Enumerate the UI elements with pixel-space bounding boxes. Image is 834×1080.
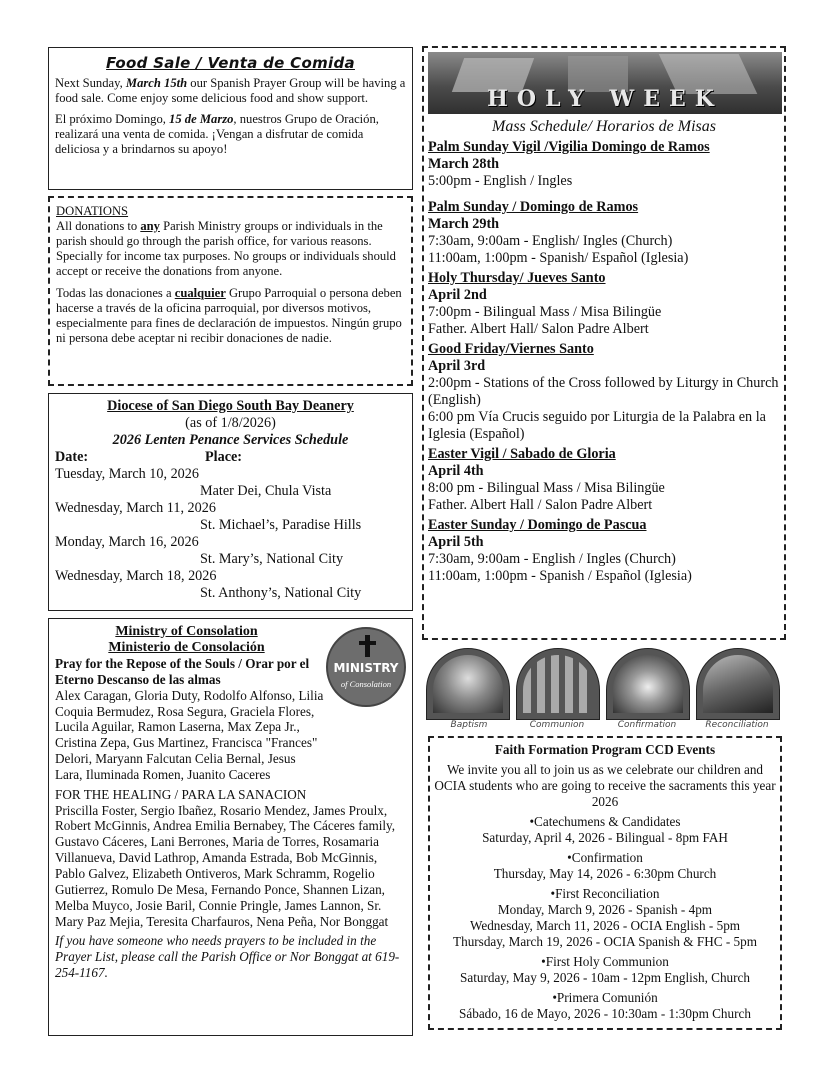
donations-title: DONATIONS [56,204,129,218]
section-date: April 3rd [428,358,486,374]
section-line: 11:00am, 1:00pm - Spanish / Español (Iglesia) [428,568,692,584]
faith-event [434,954,776,986]
text: Todas las donaciones a [56,285,175,300]
reconciliation-icon [696,648,780,720]
caption-communion: Communion [529,720,585,730]
date: 15 de Marzo [169,112,234,127]
section-line: 5:00pm - English / Ingles [428,173,573,189]
entry-place: St. Mary’s, National City [200,551,344,568]
entry-place: St. Michael’s, Paradise Hills [200,517,362,534]
donations-english [56,219,405,279]
text: Parish Ministry groups or individuals in the parish should go through the parish office, for various reasons. Specially for income tax purposes. No groups or individuals should accept or receive the donations from anyone. [56,219,396,279]
event-line: Wednesday, March 11, 2026 - OCIA English - 5pm [469,917,741,933]
cross-icon [365,635,370,657]
deanery-header-row [55,449,406,466]
event-line: Sábado, 16 de Mayo, 2026 - 10:30am - 1:30pm Church [459,1005,751,1021]
mass-section [428,270,780,338]
text: All donations to [56,219,141,234]
caption-reconciliation: Reconciliation [705,720,769,730]
section-date: April 4th [428,463,484,479]
healing-heading: FOR THE HEALING / PARA LA SANACION [55,786,307,802]
holy-week-box [422,46,786,640]
food-sale-spanish [55,112,406,157]
mass-section [428,517,780,585]
section-line: 8:00 pm - Bilingual Mass / Misa Bilingüe [428,480,665,496]
communion-icon [516,648,600,720]
caption-baptism: Baptism [450,720,488,730]
section-line: 7:30am, 9:00am - English/ Ingles (Church) [428,233,673,249]
section-title: Holy Thursday/ Jueves Santo [428,270,606,286]
text: Next Sunday, [55,76,126,90]
event-name: •Primera Comunión [552,989,658,1005]
mass-section [428,139,780,190]
entry-date: Wednesday, March 11, 2026 [55,500,216,517]
banner-title: HOLY WEEK [487,86,723,112]
section-date: March 28th [428,156,500,172]
section-line: 7:00pm - Bilingual Mass / Misa Bilingüe [428,304,662,320]
deanery-title: Diocese of San Diego South Bay Deanery [107,398,354,414]
section-line: 2:00pm - Stations of the Cross followed by Liturgy in Church (English) [428,375,779,408]
mass-section [428,199,780,267]
faith-event [434,990,776,1022]
repose-names: Alex Caragan, Gloria Duty, Rodolfo Alfonso, Lilia Coquia Bermudez, Rosa Segura, Graciela Flores, Lucila Aguilar, Ramon Laserna, Max Zepa Jr., Cristina Zepa, Gus Martinez, Francisca "Frances" Delori, Maryann Falcutan Celia Bernal, Jesus Lara, Iluminada Romen, Juanito Caceres [55,687,324,782]
emphasis: cualquier [174,285,226,300]
event-name: •First Holy Communion [541,953,669,969]
faith-event [434,886,776,950]
faith-title: Faith Formation Program CCD Events [494,742,716,757]
faith-formation-box [428,736,782,1030]
text: Grupo Parroquial o persona deben hacerse a través de la oficina parroquial, por diversos motivos, especialmente para fines de declaración de impuestos. Ningún grupo ni persona debe aceptar ni recibir donaciones de nadie. [56,285,402,345]
event-line: Thursday, March 19, 2026 - OCIA Spanish & FHC - 5pm [453,933,757,949]
schedule-title: Mass Schedule/ Horarios de Misas [492,118,716,135]
deanery-entry [55,534,406,568]
section-line: 6:00 pm Vía Crucis seguido por Liturgia de la Palabra en la Iglesia (Español) [428,409,766,442]
logo-text: MINISTRY [333,661,399,675]
section-line: Father. Albert Hall / Salon Padre Albert [428,497,653,513]
section-title: Palm Sunday Vigil /Vigilia Domingo de Ramos [428,139,710,155]
cross-bar [359,641,376,645]
event-name: •First Reconciliation [550,885,660,901]
section-date: April 2nd [428,287,487,303]
caption-confirmation: Confirmation [617,720,677,730]
section-title: Good Friday/Viernes Santo [428,341,594,357]
section-title: Easter Vigil / Sabado de Gloria [428,446,616,462]
section-line: 7:30am, 9:00am - English / Ingles (Church) [428,551,676,567]
event-line: Saturday, April 4, 2026 - Bilingual - 8pm FAH [482,829,728,845]
emphasis: any [140,219,160,234]
faith-event [434,850,776,882]
food-sale-title: Food Sale / Venta de Comida [106,54,355,72]
deanery-box [48,393,413,611]
confirmation-icon [606,648,690,720]
entry-place: St. Anthony’s, National City [200,585,362,602]
deanery-entry [55,568,406,602]
text: , nuestros Grupo de Oración, realizará una venta de comida. ¡Vengan a disfrutar de comida deliciosa y a brindarnos su apoyo! [55,112,379,157]
deanery-entry [55,466,406,500]
event-name: •Catechumens & Candidates [529,813,681,829]
consolation-box [48,618,413,1036]
text: our Spanish Prayer Group will be having a food sale. Come enjoy some delicious food and show support. [55,76,406,106]
entry-date: Tuesday, March 10, 2026 [55,466,199,483]
date: March 15th [125,76,188,90]
food-sale-box [48,47,413,190]
section-line: Father. Albert Hall/ Salon Padre Albert [428,321,649,337]
text: El próximo Domingo, [55,112,170,127]
event-line: Monday, March 9, 2026 - Spanish - 4pm [497,901,713,917]
section-title: Palm Sunday / Domingo de Ramos [428,199,639,215]
mass-section [428,446,780,514]
section-line: 11:00am, 1:00pm - Spanish/ Español (Iglesia) [428,250,689,266]
deanery-subtitle: 2026 Lenten Penance Services Schedule [112,432,349,449]
section-title: Easter Sunday / Domingo de Pascua [428,517,647,533]
logo-subtext: of Consolation [340,679,392,689]
mass-section [428,341,780,443]
event-line: Saturday, May 9, 2026 - 10am - 12pm English, Church [460,969,750,985]
entry-date: Monday, March 16, 2026 [55,534,199,551]
place-label: Place: [205,449,243,466]
baptism-icon [426,648,510,720]
donations-spanish [56,286,405,346]
faith-intro: We invite you all to join us as we celebrate our children and OCIA students who are going to receive the sacraments this year 2026 [434,762,776,809]
healing-names: Priscilla Foster, Sergio Ibañez, Rosario Mendez, James Proulx, Robert McGinnis, Andrea Emilia Bernabey, The Cáceres family, Gustavo Cáceres, Lani Berrones, Maria de Torres, Rosamaria Villanueva, David Lathrop, Amanda Estrada, Bob McGinnis, Pablo Galvez, Elizabeth Ontiveros, Mark Schramm, Rogelio Gutierrez, Romulo De Mesa, Fernando Ponce, Shannen Lizan, Melba Muyco, Josie Baril, Connie Pringle, James Lannon, Sr. Mary Paz Mejia, Teresita Charfauros, Nena Peña, Nor Bonggat [55,802,396,929]
section-date: April 5th [428,534,484,550]
repose-heading: Pray for the Repose of the Souls / Orar por el Eterno Descanso de las almas [55,656,310,687]
consolation-title-es: Ministerio de Consolación [108,640,265,655]
date-label: Date: [55,449,89,466]
ministry-logo [326,627,406,707]
prayer-list-note: If you have someone who needs prayers to be included in the Prayer List, please call the Parish Office or Nor Bonggat at 619-254-1167. [55,933,400,981]
holy-week-banner [428,52,782,114]
entry-date: Wednesday, March 18, 2026 [55,568,217,585]
faith-event [434,814,776,846]
event-name: •Confirmation [567,849,643,865]
sacraments-image [424,648,784,734]
entry-place: Mater Dei, Chula Vista [200,483,332,500]
event-line: Thursday, May 14, 2026 - 6:30pm Church [493,865,717,881]
food-sale-english [55,76,406,106]
deanery-entry [55,500,406,534]
deanery-asof: (as of 1/8/2026) [185,415,276,432]
section-date: March 29th [428,216,500,232]
consolation-title: Ministry of Consolation [115,624,258,639]
donations-box [48,196,413,386]
